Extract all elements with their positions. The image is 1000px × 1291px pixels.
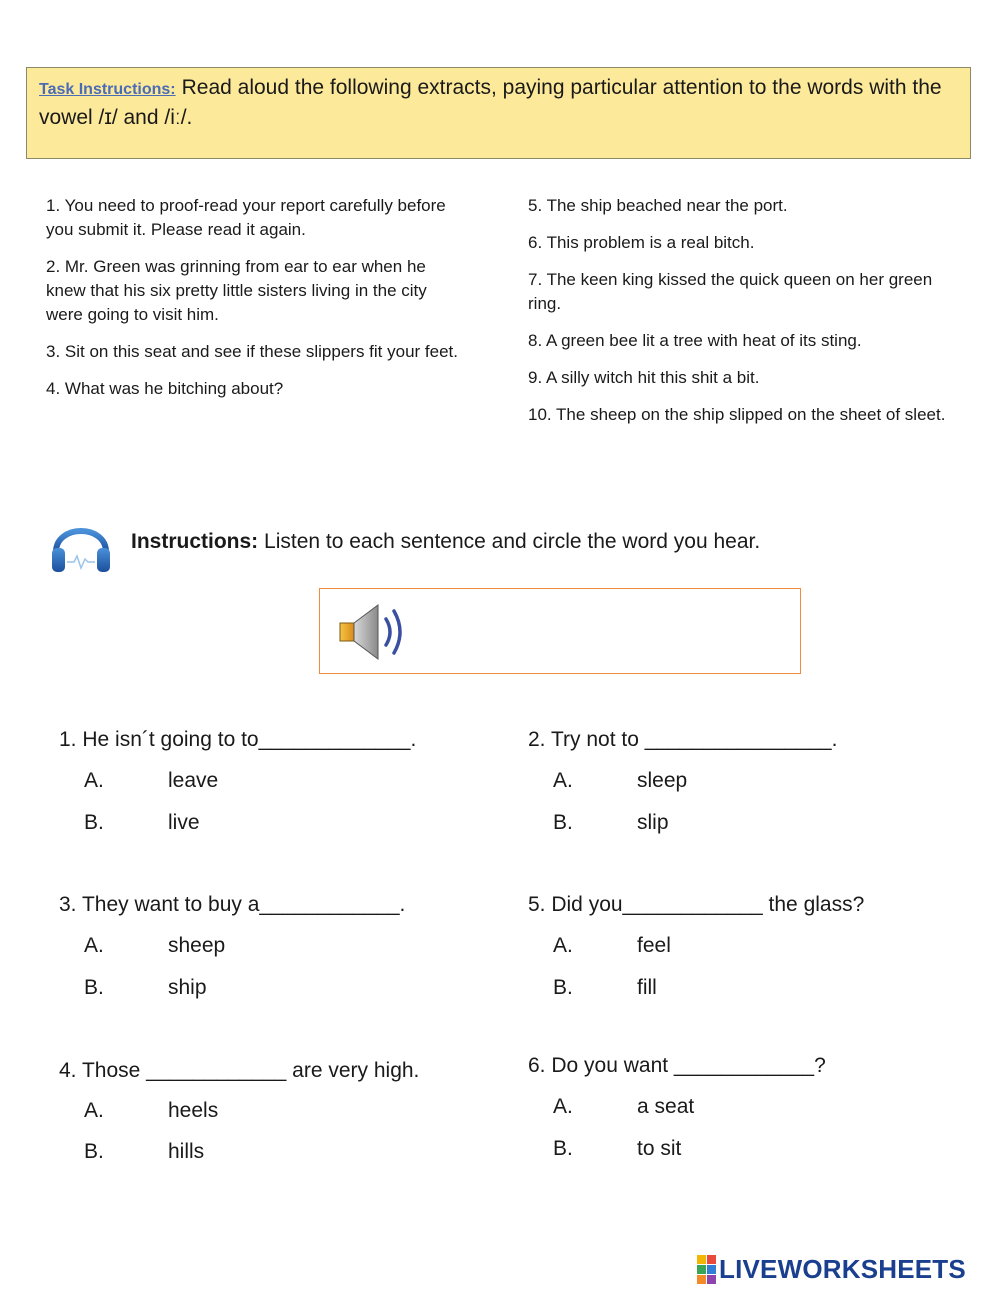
option-word[interactable]: a seat — [637, 1095, 695, 1118]
option-word[interactable]: feel — [637, 934, 671, 957]
option-letter: B. — [84, 976, 104, 999]
question-text: 2. Try not to ________________. — [528, 728, 838, 751]
option-letter: B. — [84, 811, 104, 834]
option-b[interactable] — [84, 811, 200, 835]
liveworksheets-logo-icon — [697, 1255, 716, 1284]
option-word[interactable]: sleep — [637, 769, 688, 792]
option-word[interactable]: ship — [168, 976, 207, 999]
option-letter: A. — [553, 1095, 573, 1118]
option-letter: A. — [84, 769, 104, 792]
option-word[interactable]: heels — [168, 1099, 219, 1122]
option-letter: A. — [84, 934, 104, 957]
task-instructions-label: Task Instructions: — [39, 81, 176, 98]
liveworksheets-logo-text: LIVEWORKSHEETS — [719, 1253, 966, 1284]
listening-instructions-body: Listen to each sentence and circle the word you hear. — [264, 530, 761, 553]
option-a[interactable] — [84, 769, 218, 793]
question-text: 1. He isn´t going to to_____________. — [59, 728, 417, 751]
extract-item: 7. The keen king kissed the quick queen on her green ring. — [528, 270, 933, 313]
extract-item: 8. A green bee lit a tree with heat of its sting. — [528, 331, 862, 350]
extract-item: 3. Sit on this seat and see if these slippers fit your feet. — [46, 342, 459, 361]
task-instructions-box — [26, 67, 971, 159]
option-b[interactable] — [84, 1140, 204, 1164]
option-a[interactable] — [84, 1099, 218, 1123]
question-text: 6. Do you want ____________? — [528, 1054, 826, 1077]
listening-instructions-text — [131, 530, 760, 554]
extract-item: 6. This problem is a real bitch. — [528, 233, 755, 252]
task-instructions-text: Read aloud the following extracts, paying particular attention to the words with the vowel /ɪ/ and /iː/. — [39, 76, 942, 129]
option-b[interactable] — [553, 976, 657, 1000]
option-word[interactable]: hills — [168, 1140, 205, 1163]
option-a[interactable] — [84, 934, 225, 958]
listening-instructions-label: Instructions: — [131, 530, 259, 553]
extract-item: 9. A silly witch hit this shit a bit. — [528, 368, 760, 387]
option-letter: A. — [84, 1099, 104, 1122]
audio-player[interactable] — [319, 588, 801, 674]
option-letter: B. — [553, 1137, 573, 1160]
question-text: 4. Those ____________ are very high. — [59, 1059, 420, 1082]
speaker-icon[interactable] — [336, 597, 416, 665]
option-word[interactable]: to sit — [637, 1137, 682, 1160]
option-a[interactable] — [553, 1095, 694, 1119]
extract-item: 10. The sheep on the ship slipped on the sheet of sleet. — [528, 405, 946, 424]
option-letter: B. — [553, 811, 573, 834]
question-text: 3. They want to buy a____________. — [59, 893, 406, 916]
question-text: 5. Did you____________ the glass? — [528, 893, 865, 916]
option-letter: B. — [84, 1140, 104, 1163]
option-word[interactable]: sheep — [168, 934, 226, 957]
extracts-right-column — [528, 194, 948, 440]
option-word[interactable]: live — [168, 811, 200, 834]
extract-item: 5. The ship beached near the port. — [528, 196, 788, 215]
liveworksheets-logo — [697, 1254, 966, 1284]
extracts-left-column — [46, 194, 466, 414]
option-word[interactable]: fill — [637, 976, 657, 999]
listening-instructions — [48, 512, 948, 582]
option-letter: A. — [553, 769, 573, 792]
option-word[interactable]: leave — [168, 769, 219, 792]
option-b[interactable] — [553, 811, 669, 835]
headphones-icon — [48, 512, 114, 578]
option-b[interactable] — [84, 976, 207, 1000]
extract-item: 4. What was he bitching about? — [46, 379, 284, 398]
option-word[interactable]: slip — [637, 811, 669, 834]
option-a[interactable] — [553, 934, 671, 958]
option-b[interactable] — [553, 1137, 681, 1161]
extract-item: 2. Mr. Green was grinning from ear to ear when he knew that his six pretty little sisters living in the city were going to visit him. — [46, 257, 427, 324]
extract-item: 1. You need to proof-read your report carefully before you submit it. Please read it again. — [46, 196, 446, 239]
option-a[interactable] — [553, 769, 687, 793]
option-letter: A. — [553, 934, 573, 957]
option-letter: B. — [553, 976, 573, 999]
